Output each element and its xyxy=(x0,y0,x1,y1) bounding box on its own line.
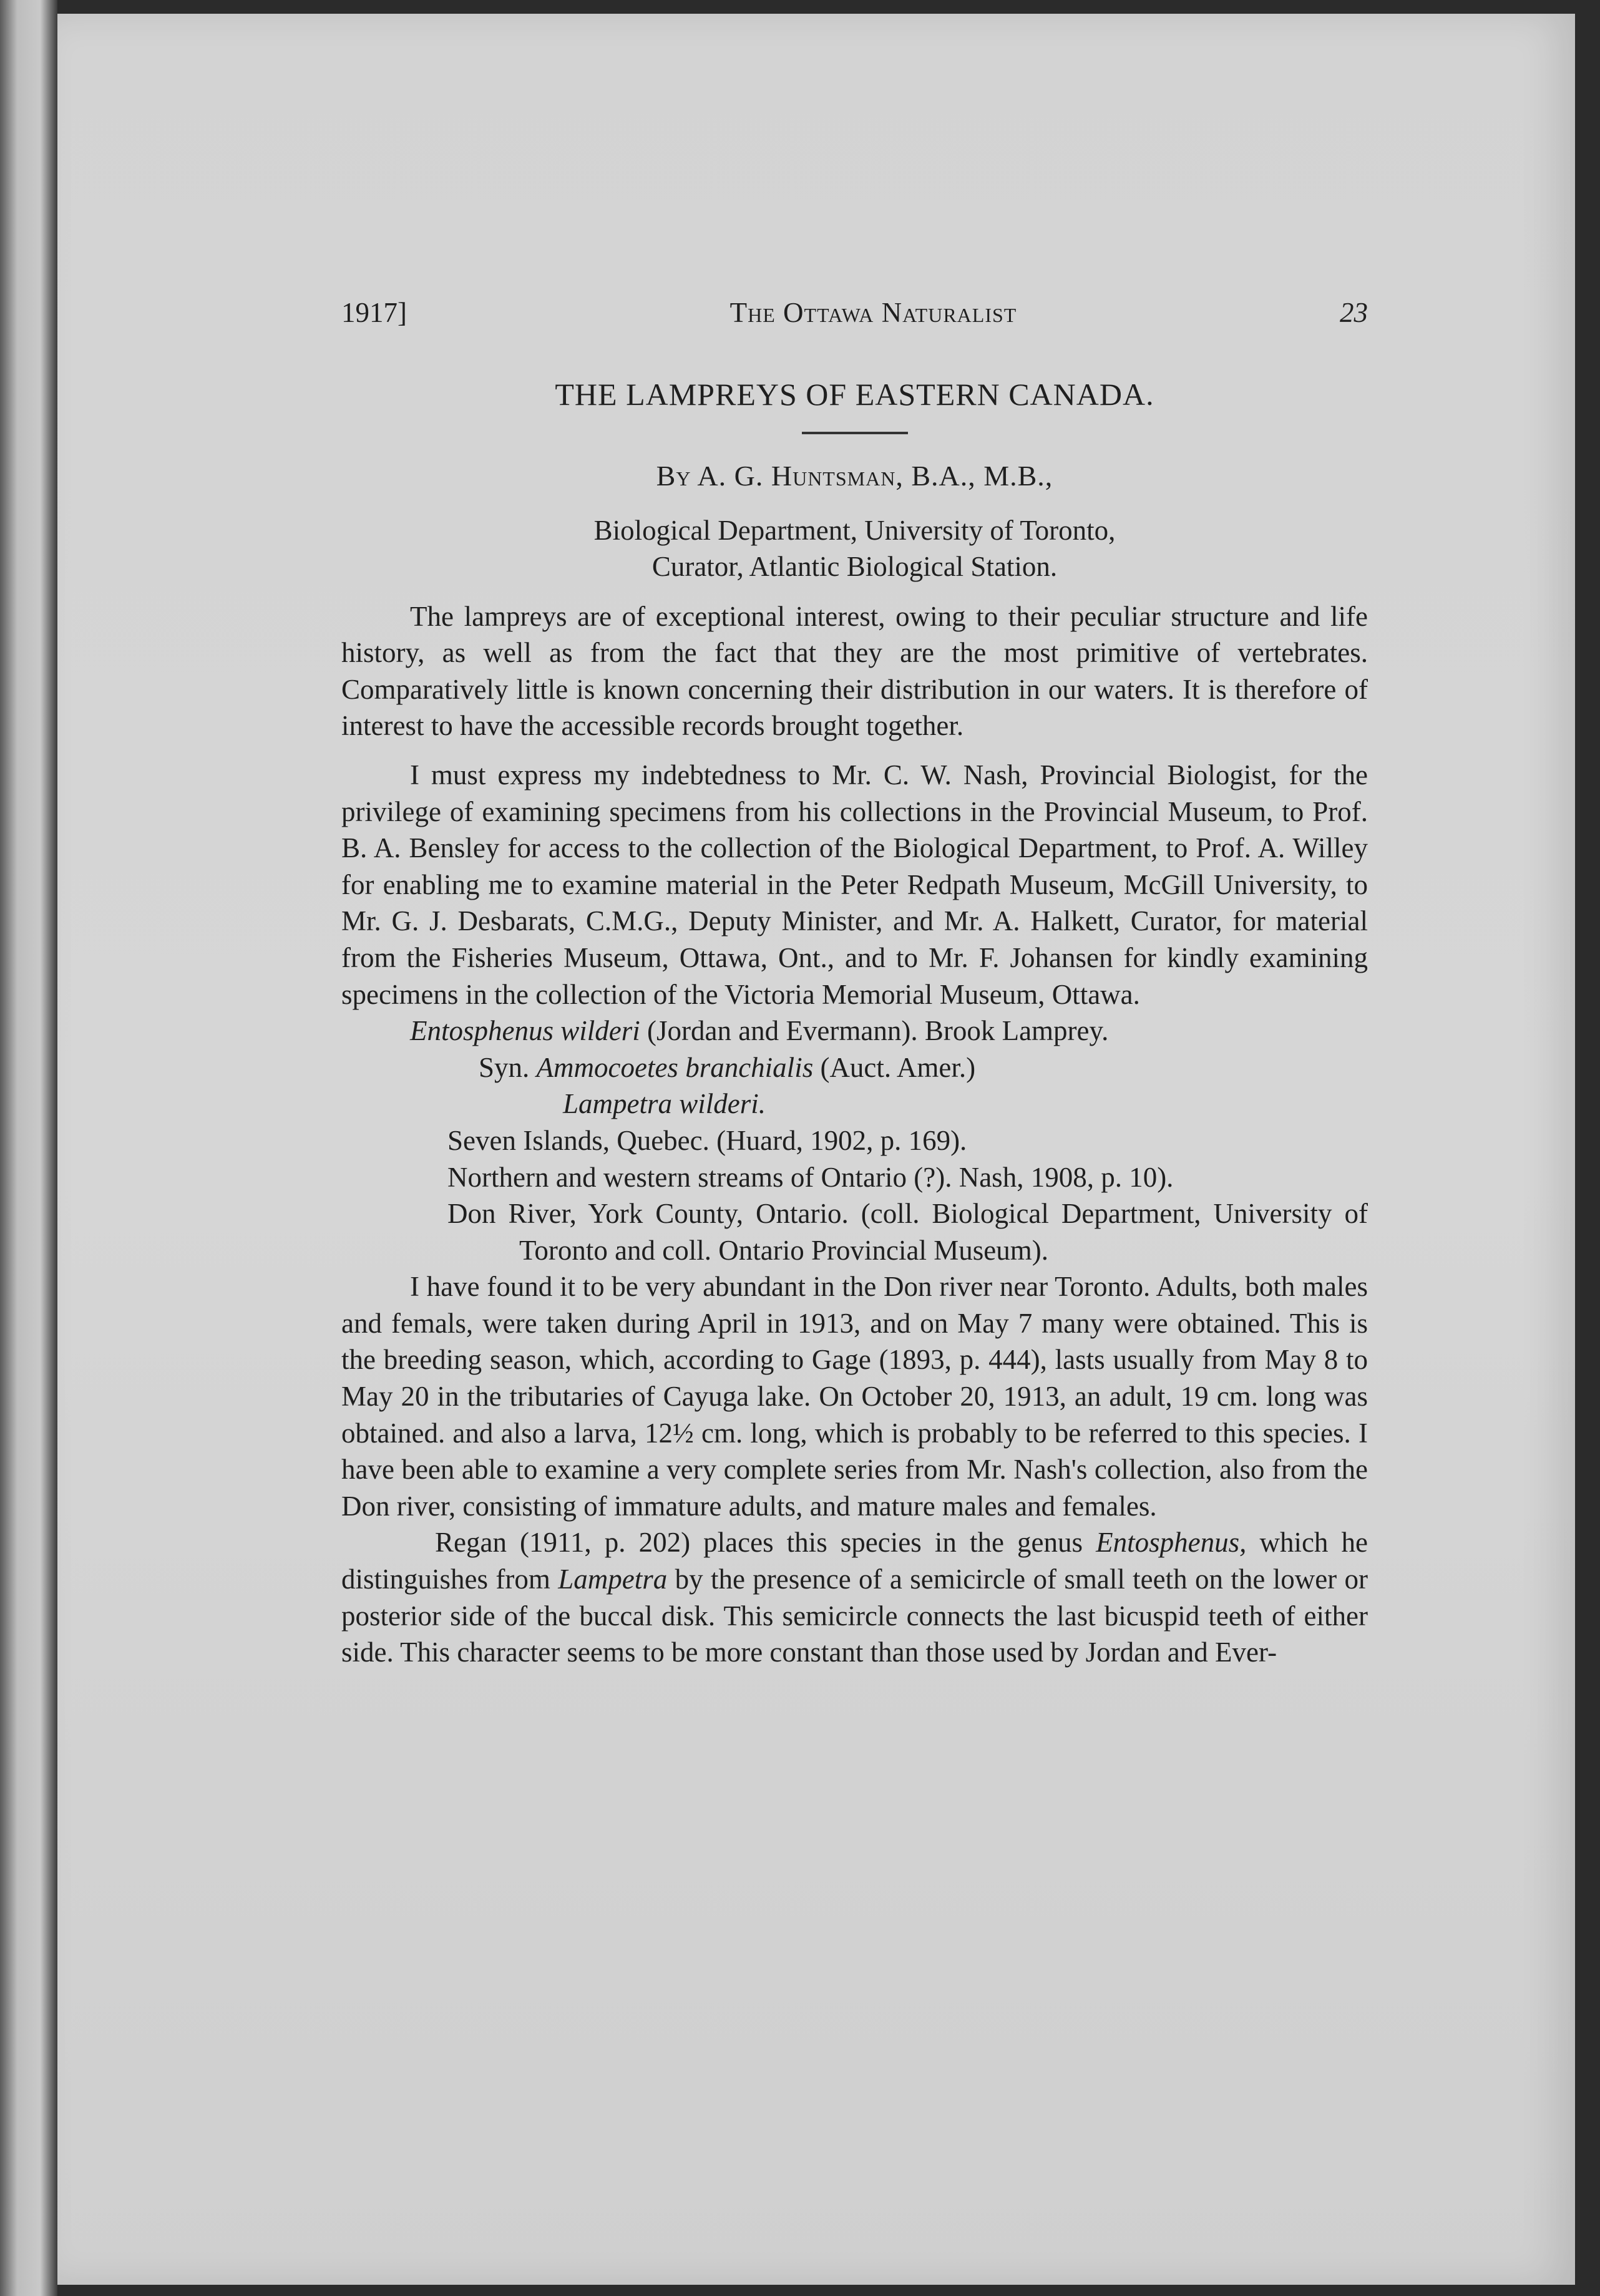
observations-paragraph: I have found it to be very abundant in the Don river near Toronto. Adults, both males and femals, were taken during April in 1913, and on May 7 many were obtained. This is the breeding season, which, according to Gage (1893, p. 444), lasts usually from May 8 to May 20 in the tributaries of Cayuga lake. On October 20, 1913, an adult, 19 cm. long was obtained. and also a larva, 12½ cm. long, which is probably to be referred to this species. I have been able to examine a very complete series from Mr. Nash's collection, also from the Don river, consisting of immature adults, and mature males and females. xyxy=(341,1271,1368,1522)
intro-paragraph: The lampreys are of exceptional interest, owing to their peculiar structure and life history, as well as from the fact that they are the most primitive of vertebrates. Comparatively little is known concerning their distribution in our waters. It is therefore of interest to have the accessible records brought together. xyxy=(341,600,1368,742)
article-title: THE LAMPREYS OF EASTERN CANADA. xyxy=(555,377,1154,412)
synonym-name-1: Ammocoetes branchialis xyxy=(536,1051,814,1083)
regan-text-3: by the presence of a semicircle of small teeth on the lower or posterior side of the buccal disk. This semicircle connects the last bicuspid teeth of either side. This character seems to be more constant than those used by Jordan and Ever- xyxy=(341,1564,1368,1668)
page-number: 23 xyxy=(1339,297,1368,328)
record-entry: Don River, York County, Ontario. (coll. Biological Department, University of Toronto and coll. Ontario Provincial Museum). xyxy=(447,1198,1368,1266)
page-content xyxy=(341,294,1368,1671)
book-page xyxy=(57,14,1575,2285)
acknowledgements-paragraph: I must express my indebtedness to Mr. C. W. Nash, Provincial Biologist, for the privilege of examining specimens from his collections in the Provincial Museum, to Prof. B. A. Bensley for access to the collection of the Biological Department, to Prof. A. Willey for enabling me to examine material in the Peter Redpath Museum, McGill University, to Mr. G. J. Desbarats, C.M.G., Deputy Minister, and Mr. A. Halkett, Curator, for material from the Fisheries Museum, Ottawa, Ont., and to Mr. F. Johansen for kindly examining specimens in the collection of the Victoria Memorial Museum, Ottawa. xyxy=(341,759,1368,1010)
author-affiliation xyxy=(341,512,1368,585)
author-byline: By A. G. Huntsman, B.A., M.B., xyxy=(656,460,1053,492)
regan-text-1: Regan (1911, p. 202) places this species in the genus xyxy=(435,1527,1096,1559)
book-gutter xyxy=(0,0,57,2296)
running-head-year: 1917] xyxy=(341,297,407,328)
affiliation-line-2: Curator, Atlantic Biological Station. xyxy=(651,550,1058,582)
species-name: Entosphenus wilderi xyxy=(410,1015,640,1047)
species-heading xyxy=(410,1013,1368,1049)
regan-text-2: which he distinguishes from xyxy=(341,1527,1368,1595)
genus-entosphenus: Entosphenus, xyxy=(1096,1527,1247,1559)
running-head-journal: The Ottawa Naturalist xyxy=(729,297,1017,328)
synonym-prefix: Syn. xyxy=(479,1051,537,1083)
record-entry: Northern and western streams of Ontario (?). Nash, 1908, p. 10). xyxy=(447,1161,1174,1193)
synonym-line xyxy=(479,1049,1368,1086)
regan-paragraph xyxy=(341,1524,1368,1670)
species-authority: (Jordan and Evermann). Brook Lamprey. xyxy=(640,1015,1109,1047)
genus-lampetra: Lampetra xyxy=(558,1564,668,1595)
running-head xyxy=(341,294,1368,332)
synonym-name-2: Lampetra wilderi. xyxy=(563,1088,766,1120)
synonym-suffix: (Auct. Amer.) xyxy=(813,1051,976,1083)
title-divider xyxy=(802,432,908,434)
affiliation-line-1: Biological Department, University of Toronto, xyxy=(593,514,1116,546)
record-entry: Seven Islands, Quebec. (Huard, 1902, p. 169). xyxy=(447,1124,967,1156)
